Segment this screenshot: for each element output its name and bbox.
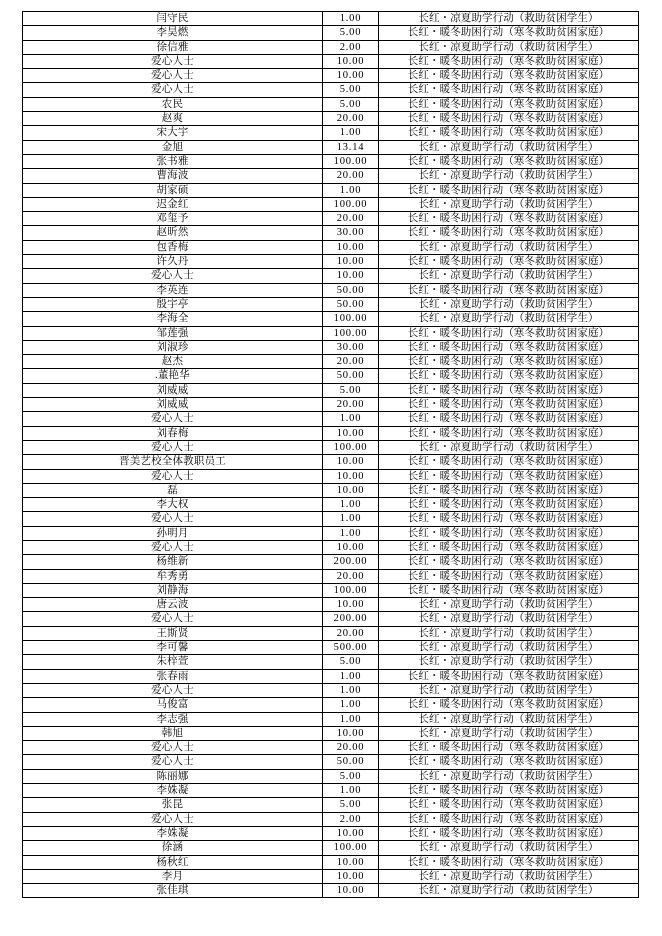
donor-name-cell: 张佳琪: [23, 884, 323, 898]
table-row: [23, 469, 639, 483]
table-row: [23, 26, 639, 40]
donation-program-cell: 长红・暖冬助困行动（寒冬救助贫困家庭）: [379, 355, 639, 369]
donor-name-cell: 迟金红: [23, 197, 323, 211]
donation-program-cell: 长红・暖冬助困行动（寒冬救助贫困家庭）: [379, 83, 639, 97]
donation-amount-cell: 20.00: [323, 398, 379, 412]
donor-name-cell: 爱心人士: [23, 741, 323, 755]
donation-program-cell: 长红・暖冬助困行动（寒冬救助贫困家庭）: [379, 54, 639, 68]
donation-program-cell: 长红・暖冬助困行动（寒冬救助贫困家庭）: [379, 126, 639, 140]
donor-name-cell: 晋美艺校全体教职员工: [23, 455, 323, 469]
donor-name-cell: 爱心人士: [23, 440, 323, 454]
donation-amount-cell: 100.00: [323, 326, 379, 340]
donor-name-cell: 磊: [23, 483, 323, 497]
donation-amount-cell: 20.00: [323, 741, 379, 755]
donation-program-cell: 长红・凉夏助学行动（救助贫困学生）: [379, 726, 639, 740]
donation-program-cell: 长红・凉夏助学行动（救助贫困学生）: [379, 884, 639, 898]
donor-name-cell: 爱心人士: [23, 812, 323, 826]
table-row: [23, 54, 639, 68]
donor-name-cell: 韩旭: [23, 726, 323, 740]
donation-amount-cell: 20.00: [323, 355, 379, 369]
donation-program-cell: 长红・凉夏助学行动（救助贫困学生）: [379, 297, 639, 311]
donor-name-cell: 牟秀勇: [23, 569, 323, 583]
donation-program-cell: 长红・暖冬助困行动（寒冬救助贫困家庭）: [379, 741, 639, 755]
table-row: [23, 426, 639, 440]
donation-amount-cell: 10.00: [323, 884, 379, 898]
donor-name-cell: 爱心人士: [23, 83, 323, 97]
donation-amount-cell: 2.00: [323, 40, 379, 54]
table-row: [23, 326, 639, 340]
donation-program-cell: 长红・凉夏助学行动（救助贫困学生）: [379, 841, 639, 855]
donation-program-cell: 长红・暖冬助困行动（寒冬救助贫困家庭）: [379, 112, 639, 126]
donor-name-cell: 李姝凝: [23, 784, 323, 798]
donation-amount-cell: 100.00: [323, 841, 379, 855]
donation-program-cell: 长红・暖冬助困行动（寒冬救助贫困家庭）: [379, 326, 639, 340]
donor-name-cell: 爱心人士: [23, 512, 323, 526]
table-row: [23, 269, 639, 283]
donation-program-cell: 长红・暖冬助困行动（寒冬救助贫困家庭）: [379, 154, 639, 168]
donation-program-cell: 长红・暖冬助困行动（寒冬救助贫困家庭）: [379, 483, 639, 497]
table-row: [23, 440, 639, 454]
donor-name-cell: .董艳华: [23, 369, 323, 383]
donor-name-cell: 王斯贤: [23, 626, 323, 640]
table-row: [23, 297, 639, 311]
donor-name-cell: 邓玺予: [23, 212, 323, 226]
donation-program-cell: 长红・凉夏助学行动（救助贫困学生）: [379, 269, 639, 283]
donation-program-cell: 长红・暖冬助困行动（寒冬救助贫困家庭）: [379, 283, 639, 297]
donor-name-cell: 朱梓萱: [23, 655, 323, 669]
donation-amount-cell: 5.00: [323, 798, 379, 812]
donation-amount-cell: 500.00: [323, 641, 379, 655]
donor-name-cell: 邹莲强: [23, 326, 323, 340]
table-row: [23, 512, 639, 526]
donation-sheet: [22, 11, 638, 898]
table-row: [23, 97, 639, 111]
donation-amount-cell: 10.00: [323, 426, 379, 440]
table-row: [23, 555, 639, 569]
donation-amount-cell: 10.00: [323, 269, 379, 283]
donation-program-cell: 长红・暖冬助困行动（寒冬救助贫困家庭）: [379, 455, 639, 469]
donor-name-cell: 徐信雅: [23, 40, 323, 54]
donation-table-body: [23, 12, 639, 898]
donation-amount-cell: 5.00: [323, 97, 379, 111]
donation-table: [22, 11, 639, 898]
table-row: [23, 669, 639, 683]
table-row: [23, 655, 639, 669]
donor-name-cell: 杨维新: [23, 555, 323, 569]
table-row: [23, 626, 639, 640]
donor-name-cell: 李大权: [23, 498, 323, 512]
table-row: [23, 255, 639, 269]
table-row: [23, 283, 639, 297]
table-row: [23, 741, 639, 755]
table-row: [23, 798, 639, 812]
donation-amount-cell: 13.14: [323, 140, 379, 154]
donation-amount-cell: 20.00: [323, 169, 379, 183]
donor-name-cell: 许久丹: [23, 255, 323, 269]
donation-program-cell: 长红・暖冬助困行动（寒冬救助贫困家庭）: [379, 398, 639, 412]
donation-program-cell: 长红・暖冬助困行动（寒冬救助贫困家庭）: [379, 540, 639, 554]
donation-amount-cell: 10.00: [323, 483, 379, 497]
donor-name-cell: 爱心人士: [23, 69, 323, 83]
table-row: [23, 726, 639, 740]
table-row: [23, 12, 639, 26]
donor-name-cell: 农民: [23, 97, 323, 111]
table-row: [23, 569, 639, 583]
donor-name-cell: 闫守民: [23, 12, 323, 26]
table-row: [23, 769, 639, 783]
donation-program-cell: 长红・暖冬助困行动（寒冬救助贫困家庭）: [379, 498, 639, 512]
donation-amount-cell: 10.00: [323, 69, 379, 83]
donation-amount-cell: 10.00: [323, 255, 379, 269]
donor-name-cell: 爱心人士: [23, 54, 323, 68]
donation-program-cell: 长红・暖冬助困行动（寒冬救助贫困家庭）: [379, 784, 639, 798]
donation-program-cell: 长红・凉夏助学行动（救助贫困学生）: [379, 312, 639, 326]
donation-amount-cell: 1.00: [323, 412, 379, 426]
table-row: [23, 383, 639, 397]
donation-amount-cell: 2.00: [323, 812, 379, 826]
table-row: [23, 169, 639, 183]
table-row: [23, 884, 639, 898]
table-row: [23, 183, 639, 197]
donation-program-cell: 长红・暖冬助困行动（寒冬救助贫困家庭）: [379, 826, 639, 840]
donation-program-cell: 长红・凉夏助学行动（救助贫困学生）: [379, 869, 639, 883]
donation-program-cell: 长红・暖冬助困行动（寒冬救助贫困家庭）: [379, 26, 639, 40]
donation-amount-cell: 1.00: [323, 784, 379, 798]
donor-name-cell: 包香梅: [23, 240, 323, 254]
donor-name-cell: 李志强: [23, 712, 323, 726]
donor-name-cell: 李姝凝: [23, 826, 323, 840]
donor-name-cell: 爱心人士: [23, 412, 323, 426]
donation-program-cell: 长红・暖冬助困行动（寒冬救助贫困家庭）: [379, 340, 639, 354]
donor-name-cell: 殷宇亭: [23, 297, 323, 311]
table-row: [23, 869, 639, 883]
donation-program-cell: 长红・暖冬助困行动（寒冬救助贫困家庭）: [379, 369, 639, 383]
donation-amount-cell: 100.00: [323, 440, 379, 454]
donation-amount-cell: 10.00: [323, 469, 379, 483]
donation-amount-cell: 30.00: [323, 226, 379, 240]
donor-name-cell: 徐涵: [23, 841, 323, 855]
donation-program-cell: 长红・暖冬助困行动（寒冬救助贫困家庭）: [379, 469, 639, 483]
table-row: [23, 612, 639, 626]
donor-name-cell: 爱心人士: [23, 612, 323, 626]
donation-amount-cell: 200.00: [323, 612, 379, 626]
donor-name-cell: 李可馨: [23, 641, 323, 655]
donor-name-cell: 杨秋红: [23, 855, 323, 869]
donation-program-cell: 长红・暖冬助困行动（寒冬救助贫困家庭）: [379, 526, 639, 540]
donation-amount-cell: 1.00: [323, 126, 379, 140]
donation-amount-cell: 20.00: [323, 112, 379, 126]
table-row: [23, 154, 639, 168]
table-row: [23, 212, 639, 226]
donor-name-cell: 赵爽: [23, 112, 323, 126]
donation-amount-cell: 10.00: [323, 869, 379, 883]
donation-program-cell: 长红・暖冬助困行动（寒冬救助贫困家庭）: [379, 555, 639, 569]
donation-program-cell: 长红・凉夏助学行动（救助贫困学生）: [379, 240, 639, 254]
table-row: [23, 526, 639, 540]
table-row: [23, 498, 639, 512]
donation-amount-cell: 10.00: [323, 54, 379, 68]
donation-program-cell: 长红・暖冬助困行动（寒冬救助贫困家庭）: [379, 512, 639, 526]
donation-program-cell: 长红・凉夏助学行动（救助贫困学生）: [379, 197, 639, 211]
donation-program-cell: 长红・暖冬助困行动（寒冬救助贫困家庭）: [379, 812, 639, 826]
donation-amount-cell: 100.00: [323, 154, 379, 168]
donation-program-cell: 长红・暖冬助困行动（寒冬救助贫困家庭）: [379, 383, 639, 397]
table-row: [23, 126, 639, 140]
donation-amount-cell: 10.00: [323, 598, 379, 612]
table-row: [23, 683, 639, 697]
donor-name-cell: 刘威威: [23, 383, 323, 397]
table-row: [23, 112, 639, 126]
table-row: [23, 197, 639, 211]
donation-program-cell: 长红・凉夏助学行动（救助贫困学生）: [379, 641, 639, 655]
table-row: [23, 412, 639, 426]
table-row: [23, 226, 639, 240]
donation-program-cell: 长红・凉夏助学行动（救助贫困学生）: [379, 712, 639, 726]
donation-amount-cell: 10.00: [323, 540, 379, 554]
table-row: [23, 369, 639, 383]
donation-program-cell: 长红・暖冬助困行动（寒冬救助贫困家庭）: [379, 69, 639, 83]
donation-program-cell: 长红・凉夏助学行动（救助贫困学生）: [379, 683, 639, 697]
donation-amount-cell: 100.00: [323, 583, 379, 597]
donation-amount-cell: 1.00: [323, 512, 379, 526]
table-row: [23, 712, 639, 726]
donation-amount-cell: 10.00: [323, 726, 379, 740]
donor-name-cell: 爱心人士: [23, 540, 323, 554]
donation-program-cell: 长红・暖冬助困行动（寒冬救助贫困家庭）: [379, 183, 639, 197]
donation-amount-cell: 200.00: [323, 555, 379, 569]
table-row: [23, 398, 639, 412]
donor-name-cell: 孙明月: [23, 526, 323, 540]
donation-program-cell: 长红・暖冬助困行动（寒冬救助贫困家庭）: [379, 798, 639, 812]
donation-amount-cell: 50.00: [323, 297, 379, 311]
donation-program-cell: 长红・凉夏助学行动（救助贫困学生）: [379, 169, 639, 183]
donor-name-cell: 宋大宇: [23, 126, 323, 140]
table-row: [23, 355, 639, 369]
donation-program-cell: 长红・暖冬助困行动（寒冬救助贫困家庭）: [379, 855, 639, 869]
table-row: [23, 598, 639, 612]
donor-name-cell: 胡家硕: [23, 183, 323, 197]
donor-name-cell: 赵昕然: [23, 226, 323, 240]
table-row: [23, 40, 639, 54]
donation-program-cell: 长红・暖冬助困行动（寒冬救助贫困家庭）: [379, 669, 639, 683]
donation-program-cell: 长红・凉夏助学行动（救助贫困学生）: [379, 769, 639, 783]
donor-name-cell: 刘静海: [23, 583, 323, 597]
donor-name-cell: 赵杰: [23, 355, 323, 369]
table-row: [23, 583, 639, 597]
donor-name-cell: 李海全: [23, 312, 323, 326]
donation-program-cell: 长红・凉夏助学行动（救助贫困学生）: [379, 12, 639, 26]
table-row: [23, 69, 639, 83]
donation-amount-cell: 50.00: [323, 283, 379, 297]
table-row: [23, 540, 639, 554]
table-row: [23, 698, 639, 712]
donor-name-cell: 陈丽娜: [23, 769, 323, 783]
donation-program-cell: 长红・暖冬助困行动（寒冬救助贫困家庭）: [379, 212, 639, 226]
donation-amount-cell: 20.00: [323, 626, 379, 640]
table-row: [23, 240, 639, 254]
donor-name-cell: 爱心人士: [23, 755, 323, 769]
donation-amount-cell: 1.00: [323, 669, 379, 683]
table-row: [23, 83, 639, 97]
table-row: [23, 312, 639, 326]
donation-program-cell: 长红・暖冬助困行动（寒冬救助贫困家庭）: [379, 97, 639, 111]
donor-name-cell: 刘春梅: [23, 426, 323, 440]
table-row: [23, 641, 639, 655]
donor-name-cell: 张书雅: [23, 154, 323, 168]
donation-amount-cell: 5.00: [323, 26, 379, 40]
donor-name-cell: 张春雨: [23, 669, 323, 683]
donor-name-cell: 刘威威: [23, 398, 323, 412]
donor-name-cell: 李月: [23, 869, 323, 883]
donation-program-cell: 长红・凉夏助学行动（救助贫困学生）: [379, 626, 639, 640]
table-row: [23, 483, 639, 497]
donation-program-cell: 长红・凉夏助学行动（救助贫困学生）: [379, 440, 639, 454]
donation-amount-cell: 5.00: [323, 383, 379, 397]
donation-program-cell: 长红・暖冬助困行动（寒冬救助贫困家庭）: [379, 226, 639, 240]
donation-amount-cell: 1.00: [323, 12, 379, 26]
table-row: [23, 140, 639, 154]
donation-program-cell: 长红・暖冬助困行动（寒冬救助贫困家庭）: [379, 583, 639, 597]
table-row: [23, 826, 639, 840]
donor-name-cell: 曹海波: [23, 169, 323, 183]
donation-program-cell: 长红・凉夏助学行动（救助贫困学生）: [379, 655, 639, 669]
donor-name-cell: 马俊富: [23, 698, 323, 712]
donation-amount-cell: 1.00: [323, 683, 379, 697]
donation-amount-cell: 10.00: [323, 855, 379, 869]
donation-amount-cell: 20.00: [323, 569, 379, 583]
donation-program-cell: 长红・凉夏助学行动（救助贫困学生）: [379, 40, 639, 54]
donation-program-cell: 长红・暖冬助困行动（寒冬救助贫困家庭）: [379, 698, 639, 712]
donation-amount-cell: 10.00: [323, 240, 379, 254]
donor-name-cell: 刘淑珍: [23, 340, 323, 354]
table-row: [23, 755, 639, 769]
donation-program-cell: 长红・暖冬助困行动（寒冬救助贫困家庭）: [379, 412, 639, 426]
donor-name-cell: 爱心人士: [23, 469, 323, 483]
donation-amount-cell: 20.00: [323, 212, 379, 226]
donation-program-cell: 长红・凉夏助学行动（救助贫困学生）: [379, 612, 639, 626]
donation-amount-cell: 50.00: [323, 755, 379, 769]
table-row: [23, 455, 639, 469]
donation-amount-cell: 50.00: [323, 369, 379, 383]
donation-amount-cell: 1.00: [323, 526, 379, 540]
table-row: [23, 841, 639, 855]
donor-name-cell: 爱心人士: [23, 683, 323, 697]
donation-program-cell: 长红・暖冬助困行动（寒冬救助贫困家庭）: [379, 255, 639, 269]
donor-name-cell: 李昊燃: [23, 26, 323, 40]
donation-amount-cell: 100.00: [323, 197, 379, 211]
donor-name-cell: 唐云波: [23, 598, 323, 612]
donation-program-cell: 长红・凉夏助学行动（救助贫困学生）: [379, 598, 639, 612]
donor-name-cell: 李英连: [23, 283, 323, 297]
donor-name-cell: 张昆: [23, 798, 323, 812]
donation-amount-cell: 30.00: [323, 340, 379, 354]
table-row: [23, 340, 639, 354]
donation-amount-cell: 100.00: [323, 312, 379, 326]
donation-amount-cell: 5.00: [323, 769, 379, 783]
donation-program-cell: 长红・凉夏助学行动（救助贫困学生）: [379, 140, 639, 154]
donation-amount-cell: 1.00: [323, 183, 379, 197]
donation-amount-cell: 5.00: [323, 83, 379, 97]
donation-program-cell: 长红・暖冬助困行动（寒冬救助贫困家庭）: [379, 426, 639, 440]
donor-name-cell: 金旭: [23, 140, 323, 154]
donation-program-cell: 长红・暖冬助困行动（寒冬救助贫困家庭）: [379, 755, 639, 769]
donation-amount-cell: 10.00: [323, 826, 379, 840]
donation-amount-cell: 10.00: [323, 455, 379, 469]
table-row: [23, 855, 639, 869]
donation-amount-cell: 5.00: [323, 655, 379, 669]
table-row: [23, 784, 639, 798]
donor-name-cell: 爱心人士: [23, 269, 323, 283]
donation-amount-cell: 1.00: [323, 698, 379, 712]
donation-amount-cell: 1.00: [323, 712, 379, 726]
donation-program-cell: 长红・暖冬助困行动（寒冬救助贫困家庭）: [379, 569, 639, 583]
table-row: [23, 812, 639, 826]
donation-amount-cell: 1.00: [323, 498, 379, 512]
